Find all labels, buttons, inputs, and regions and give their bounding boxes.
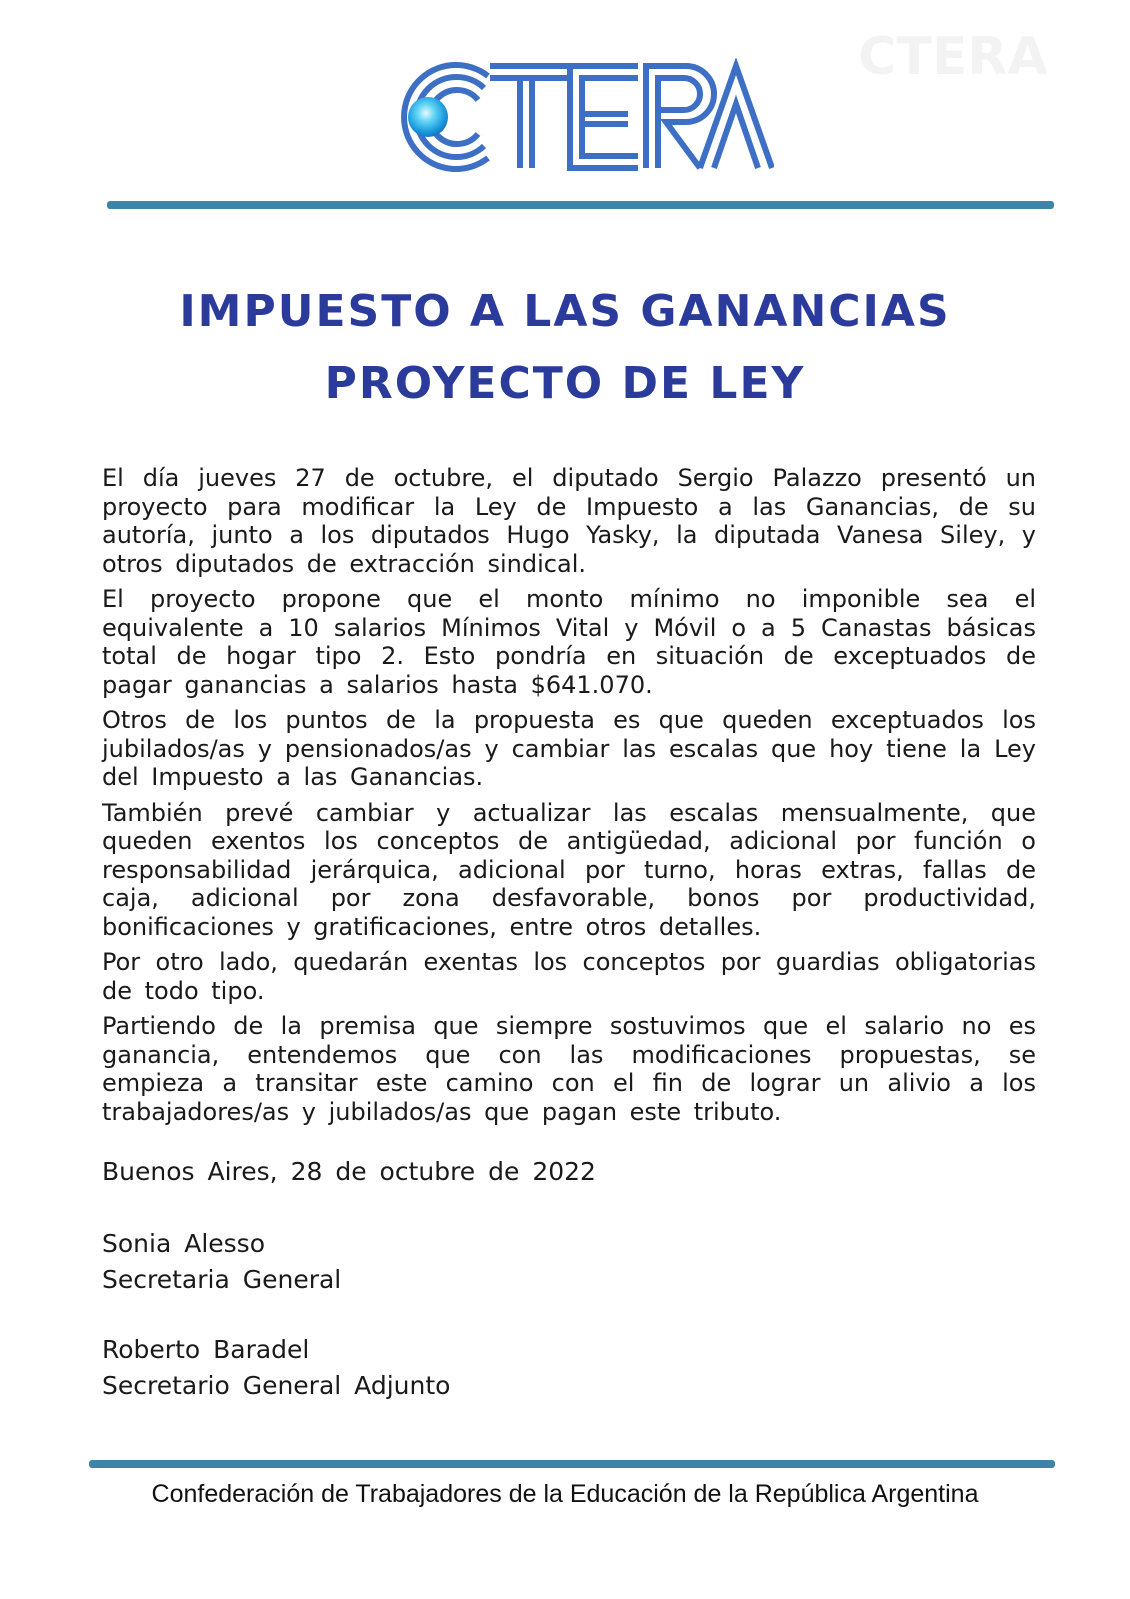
document-body [102, 464, 1036, 1133]
body-paragraph: Otros de los puntos de la propuesta es que queden exceptuados los jubilados/as y pensionados/as y cambiar las escalas que hoy tiene la Ley del Impuesto a las Ganancias. [102, 706, 1036, 791]
body-paragraph: Partiendo de la premisa que siempre sostuvimos que el salario no es ganancia, entendemos que con las modificaciones propuestas, se empieza a transitar este camino con el fin de lograr un alivio a los trabajadores/as y jubilados/as que pagan este tributo. [102, 1012, 1036, 1126]
document-subtitle: PROYECTO DE LEY [324, 358, 806, 409]
signer-name: Sonia Alesso [102, 1229, 265, 1258]
body-paragraph: El proyecto propone que el monto mínimo no imponible sea el equivalente a 10 salarios Mínimos Vital y Móvil o a 5 Canastas básicas total de hogar tipo 2. Esto pondría en situación de exceptuados de pagar ganancias a salarios hasta $641.070. [102, 585, 1036, 699]
signer-name: Roberto Baradel [102, 1335, 310, 1364]
footer-divider [89, 1460, 1055, 1468]
footer-organization: Confederación de Trabajadores de la Educación de la República Argentina [151, 1480, 979, 1508]
body-paragraph: Por otro lado, quedarán exentas los conceptos por guardias obligatorias de todo tipo. [102, 948, 1036, 1005]
signer-role: Secretaria General [102, 1265, 342, 1294]
body-paragraph: El día jueves 27 de octubre, el diputado Sergio Palazzo presentó un proyecto para modificar la Ley de Impuesto a las Ganancias, de su autoría, junto a los diputados Hugo Yasky, la diputada Vanesa Siley, y otros diputados de extracción sindical. [102, 464, 1036, 578]
ctera-watermark [858, 28, 1048, 84]
logo-orb [408, 97, 448, 137]
place-date: Buenos Aires, 28 de octubre de 2022 [102, 1157, 596, 1186]
signature-block [102, 1332, 450, 1404]
header-divider [107, 201, 1054, 209]
svg-text:CTERA [858, 28, 1047, 84]
body-paragraph: También prevé cambiar y actualizar las escalas mensualmente, que queden exentos los conceptos de antigüedad, adicional por función o responsabilidad jerárquica, adicional por turno, horas extras, fallas de caja, adicional por zona desfavorable, bonos por productividad, bonificaciones y gratificaciones, entre otros detalles. [102, 798, 1036, 941]
ctera-logo [370, 58, 774, 176]
signer-role: Secretario General Adjunto [102, 1371, 451, 1400]
document-title: IMPUESTO A LAS GANANCIAS [179, 286, 951, 337]
signature-block [102, 1226, 341, 1298]
